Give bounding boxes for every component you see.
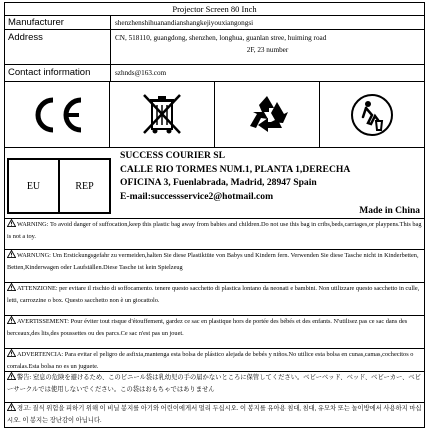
address-line-2: 2F, 23 number	[246, 46, 289, 54]
eu-rep-line-1: SUCCESS COURIER SL	[120, 150, 226, 161]
contact-value: szhnds@163.com	[115, 69, 167, 77]
eu-rep-line-2: CALLE RIO TORMES NUM.1, PLANTA 1,DERECHA	[120, 163, 351, 175]
warning-text: WARNING: To avoid danger of suffocation,keep this plastic bag away from babies and children.Do not use this bag in cribs,beds,carriages,or playpens.This bag is not a toy.	[7, 221, 422, 240]
address-row	[5, 30, 424, 65]
contact-row	[5, 65, 424, 82]
manufacturer-label: Manufacturer	[5, 16, 111, 29]
recycle-cell	[214, 82, 319, 147]
warning-text: ATTENZIONE: per evitare il rischio di soffocamento. tenere questo sacchetto di plastica lontano da neonati e bambini. Non utilizzare questo sacchetto in culle, letti, carrozzine o box. Questo sacchetto non è un giocattolo.	[7, 285, 420, 304]
eu-rep-line-4: E-mail:successservice2@hotmail.com	[120, 190, 274, 202]
warning-spanish	[5, 349, 424, 372]
warning-italian	[5, 283, 424, 316]
eu-rep-line-3: OFICINA 3, Fuenlabrada, Madrid, 28947 Spain	[120, 177, 317, 189]
warning-triangle-icon	[7, 403, 16, 411]
rep-label: REP	[75, 180, 94, 192]
crossed-bin-icon	[140, 91, 184, 139]
tidyman-icon	[350, 93, 394, 137]
warning-german	[5, 250, 424, 283]
label-sheet	[4, 2, 425, 428]
eu-rep-address	[115, 148, 350, 218]
warning-japanese	[5, 372, 424, 403]
address-label: Address	[5, 30, 111, 64]
warning-triangle-icon	[7, 372, 16, 380]
manufacturer-value: shenzhenshihuanandianshangkejiyouxiangongsi	[115, 19, 254, 27]
warning-triangle-icon	[7, 349, 16, 357]
eu-rep-section	[5, 148, 424, 219]
warning-triangle-icon	[7, 250, 16, 258]
warning-english	[5, 219, 424, 250]
warning-triangle-icon	[7, 283, 16, 291]
weee-cell	[109, 82, 214, 147]
warning-text: ADVERTENCIA: Para evitar el peligro de asfixia,mantenga esta bolsa de plástico alejada de bebés y niños.No utilice esta bolsa en cunas,camas,cochecitos o corralas.Esta bolsa no es un juguete.	[7, 351, 414, 370]
tidyman-cell	[319, 82, 424, 147]
warning-text: WARNUNG: Um Erstickungsgefahr zu vermeiden,halten Sie diese Plastiktüte von Babys und Kindern fern. Verwenden Sie diese Tasche nicht in Kinderbetten, Betten,Kinderwagen oder Laufställen.Diese Tasche ist kein Spielzeug	[7, 252, 419, 271]
address-value	[111, 30, 424, 64]
manufacturer-row	[5, 16, 424, 30]
warning-korean	[5, 403, 424, 433]
recycle-icon	[244, 92, 290, 138]
ce-cell	[5, 82, 109, 147]
address-line-1: CN, 518110, guangdong, shenzhen, longhua, guanlan stree, huiming road	[115, 34, 327, 42]
ce-mark-icon	[27, 95, 87, 135]
contact-label: Contact information	[5, 65, 111, 81]
warning-text: 警告: 窒息の危険を避けるため、このビニール袋は乳幼児の手の届かないところに保管してください。ベビーベッド、ベッド、ベビーカー、ベビーサークルでは使用しないでください。この袋はおもちゃではありません	[7, 374, 421, 393]
warning-french	[5, 316, 424, 349]
warning-text: 경고: 질식 위험을 피하기 위해 이 비닐 봉지를 아기와 어린이에게서 멀리 두십시오. 이 봉지를 유아용 침대, 침대, 유모차 또는 놀이방에서 사용하지 마십시오. 이 봉지는 장난감이 아닙니다.	[7, 405, 422, 424]
warning-triangle-icon	[7, 316, 16, 324]
warning-triangle-icon	[7, 219, 16, 227]
made-in-china: Made in China	[359, 206, 420, 216]
warning-text: AVERTISSEMENT: Pour éviter tout risque d'étouffement, gardez ce sac en plastique hors de portée des bébés et des enfants. N'utilisez pas ce sac dans des berceaux,des lits,des poussettes ou des parcs.Ce sac n'est pas un jouet.	[7, 318, 408, 337]
eu-rep-box	[5, 148, 115, 218]
product-title: Projector Screen 80 Inch	[5, 3, 424, 16]
certification-icons	[5, 82, 424, 148]
eu-label: EU	[9, 160, 60, 212]
